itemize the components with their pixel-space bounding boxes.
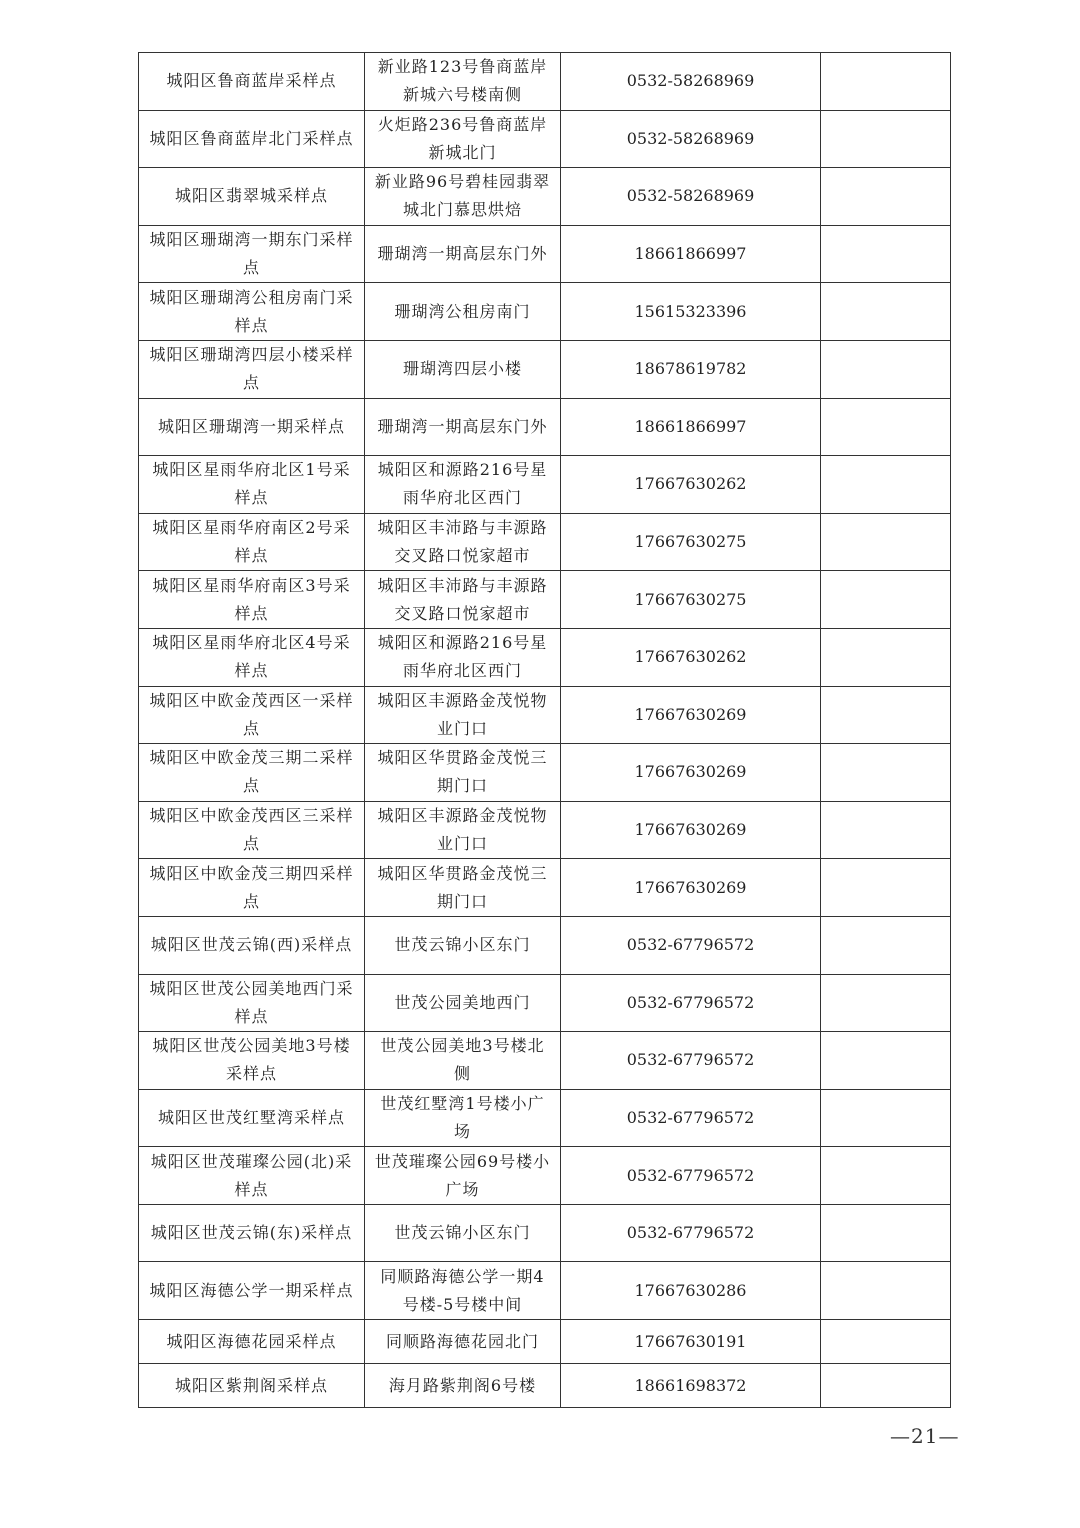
site-name-cell: 城阳区鲁商蓝岸北门采样点 — [139, 110, 365, 168]
site-phone-cell: 0532-58268969 — [561, 168, 821, 226]
site-phone-cell: 18678619782 — [561, 340, 821, 398]
site-phone-cell: 17667630262 — [561, 456, 821, 514]
site-address-cell: 城阳区丰沛路与丰源路交叉路口悦家超市 — [365, 571, 561, 629]
site-name-cell: 城阳区鲁商蓝岸采样点 — [139, 53, 365, 111]
site-phone-cell: 0532-67796572 — [561, 1089, 821, 1147]
table-row — [139, 1147, 951, 1205]
site-name-cell: 城阳区星雨华府南区3号采样点 — [139, 571, 365, 629]
site-phone-cell: 17667630269 — [561, 801, 821, 859]
table-row — [139, 744, 951, 802]
site-phone-cell: 17667630269 — [561, 859, 821, 917]
site-name-cell: 城阳区紫荆阁采样点 — [139, 1364, 365, 1408]
site-note-cell — [821, 340, 951, 398]
site-address-cell: 新业路123号鲁商蓝岸新城六号楼南侧 — [365, 53, 561, 111]
site-name-cell: 城阳区星雨华府北区4号采样点 — [139, 628, 365, 686]
page-number: —21— — [890, 1424, 960, 1448]
table-row — [139, 686, 951, 744]
table-row — [139, 571, 951, 629]
table-row — [139, 513, 951, 571]
site-note-cell — [821, 974, 951, 1032]
site-name-cell: 城阳区世茂红墅湾采样点 — [139, 1089, 365, 1147]
site-note-cell — [821, 1262, 951, 1320]
site-address-cell: 同顺路海德公学一期4号楼-5号楼中间 — [365, 1262, 561, 1320]
site-phone-cell: 0532-58268969 — [561, 110, 821, 168]
site-phone-cell: 0532-67796572 — [561, 974, 821, 1032]
site-address-cell: 同顺路海德花园北门 — [365, 1320, 561, 1364]
site-note-cell — [821, 1204, 951, 1262]
site-note-cell — [821, 1364, 951, 1408]
site-address-cell: 城阳区和源路216号星雨华府北区西门 — [365, 456, 561, 514]
site-phone-cell: 17667630191 — [561, 1320, 821, 1364]
site-phone-cell: 0532-67796572 — [561, 1204, 821, 1262]
table-row — [139, 859, 951, 917]
site-name-cell: 城阳区星雨华府北区1号采样点 — [139, 456, 365, 514]
site-address-cell: 世茂云锦小区东门 — [365, 1204, 561, 1262]
site-phone-cell: 0532-67796572 — [561, 1032, 821, 1090]
site-address-cell: 城阳区丰源路金茂悦物业门口 — [365, 686, 561, 744]
site-address-cell: 珊瑚湾一期高层东门外 — [365, 398, 561, 456]
site-name-cell: 城阳区翡翠城采样点 — [139, 168, 365, 226]
site-name-cell: 城阳区中欧金茂三期四采样点 — [139, 859, 365, 917]
table-row — [139, 110, 951, 168]
site-phone-cell: 18661698372 — [561, 1364, 821, 1408]
site-name-cell: 城阳区中欧金茂三期二采样点 — [139, 744, 365, 802]
table-row — [139, 628, 951, 686]
site-note-cell — [821, 686, 951, 744]
site-address-cell: 新业路96号碧桂园翡翠城北门慕思烘焙 — [365, 168, 561, 226]
site-name-cell: 城阳区海德公学一期采样点 — [139, 1262, 365, 1320]
site-name-cell: 城阳区世茂公园美地3号楼采样点 — [139, 1032, 365, 1090]
site-address-cell: 城阳区和源路216号星雨华府北区西门 — [365, 628, 561, 686]
site-address-cell: 城阳区丰沛路与丰源路交叉路口悦家超市 — [365, 513, 561, 571]
site-address-cell: 世茂公园美地西门 — [365, 974, 561, 1032]
site-note-cell — [821, 628, 951, 686]
site-note-cell — [821, 916, 951, 974]
site-name-cell: 城阳区世茂云锦(东)采样点 — [139, 1204, 365, 1262]
table-body — [139, 53, 951, 1408]
site-name-cell: 城阳区珊瑚湾四层小楼采样点 — [139, 340, 365, 398]
table-row — [139, 168, 951, 226]
site-phone-cell: 17667630262 — [561, 628, 821, 686]
site-note-cell — [821, 283, 951, 341]
site-phone-cell: 17667630286 — [561, 1262, 821, 1320]
site-phone-cell: 0532-67796572 — [561, 1147, 821, 1205]
sampling-sites-table — [138, 52, 951, 1408]
site-name-cell: 城阳区海德花园采样点 — [139, 1320, 365, 1364]
table-row — [139, 1364, 951, 1408]
table-row — [139, 456, 951, 514]
site-phone-cell: 17667630269 — [561, 744, 821, 802]
table-row — [139, 53, 951, 111]
site-address-cell: 珊瑚湾公租房南门 — [365, 283, 561, 341]
site-name-cell: 城阳区珊瑚湾一期东门采样点 — [139, 225, 365, 283]
site-note-cell — [821, 110, 951, 168]
site-note-cell — [821, 398, 951, 456]
table-row — [139, 398, 951, 456]
site-address-cell: 世茂红墅湾1号楼小广场 — [365, 1089, 561, 1147]
site-address-cell: 城阳区丰源路金茂悦物业门口 — [365, 801, 561, 859]
table-row — [139, 283, 951, 341]
site-name-cell: 城阳区世茂云锦(西)采样点 — [139, 916, 365, 974]
site-name-cell: 城阳区中欧金茂西区三采样点 — [139, 801, 365, 859]
table-row — [139, 1320, 951, 1364]
site-note-cell — [821, 1032, 951, 1090]
table-row — [139, 1204, 951, 1262]
site-address-cell: 世茂璀璨公园69号楼小广场 — [365, 1147, 561, 1205]
site-note-cell — [821, 225, 951, 283]
site-name-cell: 城阳区珊瑚湾一期采样点 — [139, 398, 365, 456]
site-address-cell: 世茂公园美地3号楼北侧 — [365, 1032, 561, 1090]
site-phone-cell: 0532-58268969 — [561, 53, 821, 111]
site-name-cell: 城阳区世茂璀璨公园(北)采样点 — [139, 1147, 365, 1205]
site-note-cell — [821, 859, 951, 917]
site-note-cell — [821, 456, 951, 514]
site-note-cell — [821, 571, 951, 629]
site-address-cell: 火炬路236号鲁商蓝岸新城北门 — [365, 110, 561, 168]
site-phone-cell: 18661866997 — [561, 398, 821, 456]
site-name-cell: 城阳区珊瑚湾公租房南门采样点 — [139, 283, 365, 341]
site-note-cell — [821, 744, 951, 802]
site-note-cell — [821, 513, 951, 571]
site-address-cell: 城阳区华贯路金茂悦三期门口 — [365, 859, 561, 917]
table-row — [139, 974, 951, 1032]
table-row — [139, 1089, 951, 1147]
site-address-cell: 珊瑚湾一期高层东门外 — [365, 225, 561, 283]
site-phone-cell: 15615323396 — [561, 283, 821, 341]
site-address-cell: 城阳区华贯路金茂悦三期门口 — [365, 744, 561, 802]
table-row — [139, 916, 951, 974]
table-row — [139, 340, 951, 398]
table-row — [139, 801, 951, 859]
table-row — [139, 1032, 951, 1090]
site-name-cell: 城阳区中欧金茂西区一采样点 — [139, 686, 365, 744]
site-name-cell: 城阳区星雨华府南区2号采样点 — [139, 513, 365, 571]
table-row — [139, 225, 951, 283]
site-note-cell — [821, 1089, 951, 1147]
site-name-cell: 城阳区世茂公园美地西门采样点 — [139, 974, 365, 1032]
site-note-cell — [821, 1147, 951, 1205]
site-phone-cell: 17667630275 — [561, 513, 821, 571]
site-address-cell: 海月路紫荆阁6号楼 — [365, 1364, 561, 1408]
site-phone-cell: 17667630275 — [561, 571, 821, 629]
site-address-cell: 世茂云锦小区东门 — [365, 916, 561, 974]
site-note-cell — [821, 168, 951, 226]
table-row — [139, 1262, 951, 1320]
site-phone-cell: 18661866997 — [561, 225, 821, 283]
site-note-cell — [821, 801, 951, 859]
site-address-cell: 珊瑚湾四层小楼 — [365, 340, 561, 398]
site-note-cell — [821, 53, 951, 111]
site-phone-cell: 17667630269 — [561, 686, 821, 744]
site-note-cell — [821, 1320, 951, 1364]
site-phone-cell: 0532-67796572 — [561, 916, 821, 974]
